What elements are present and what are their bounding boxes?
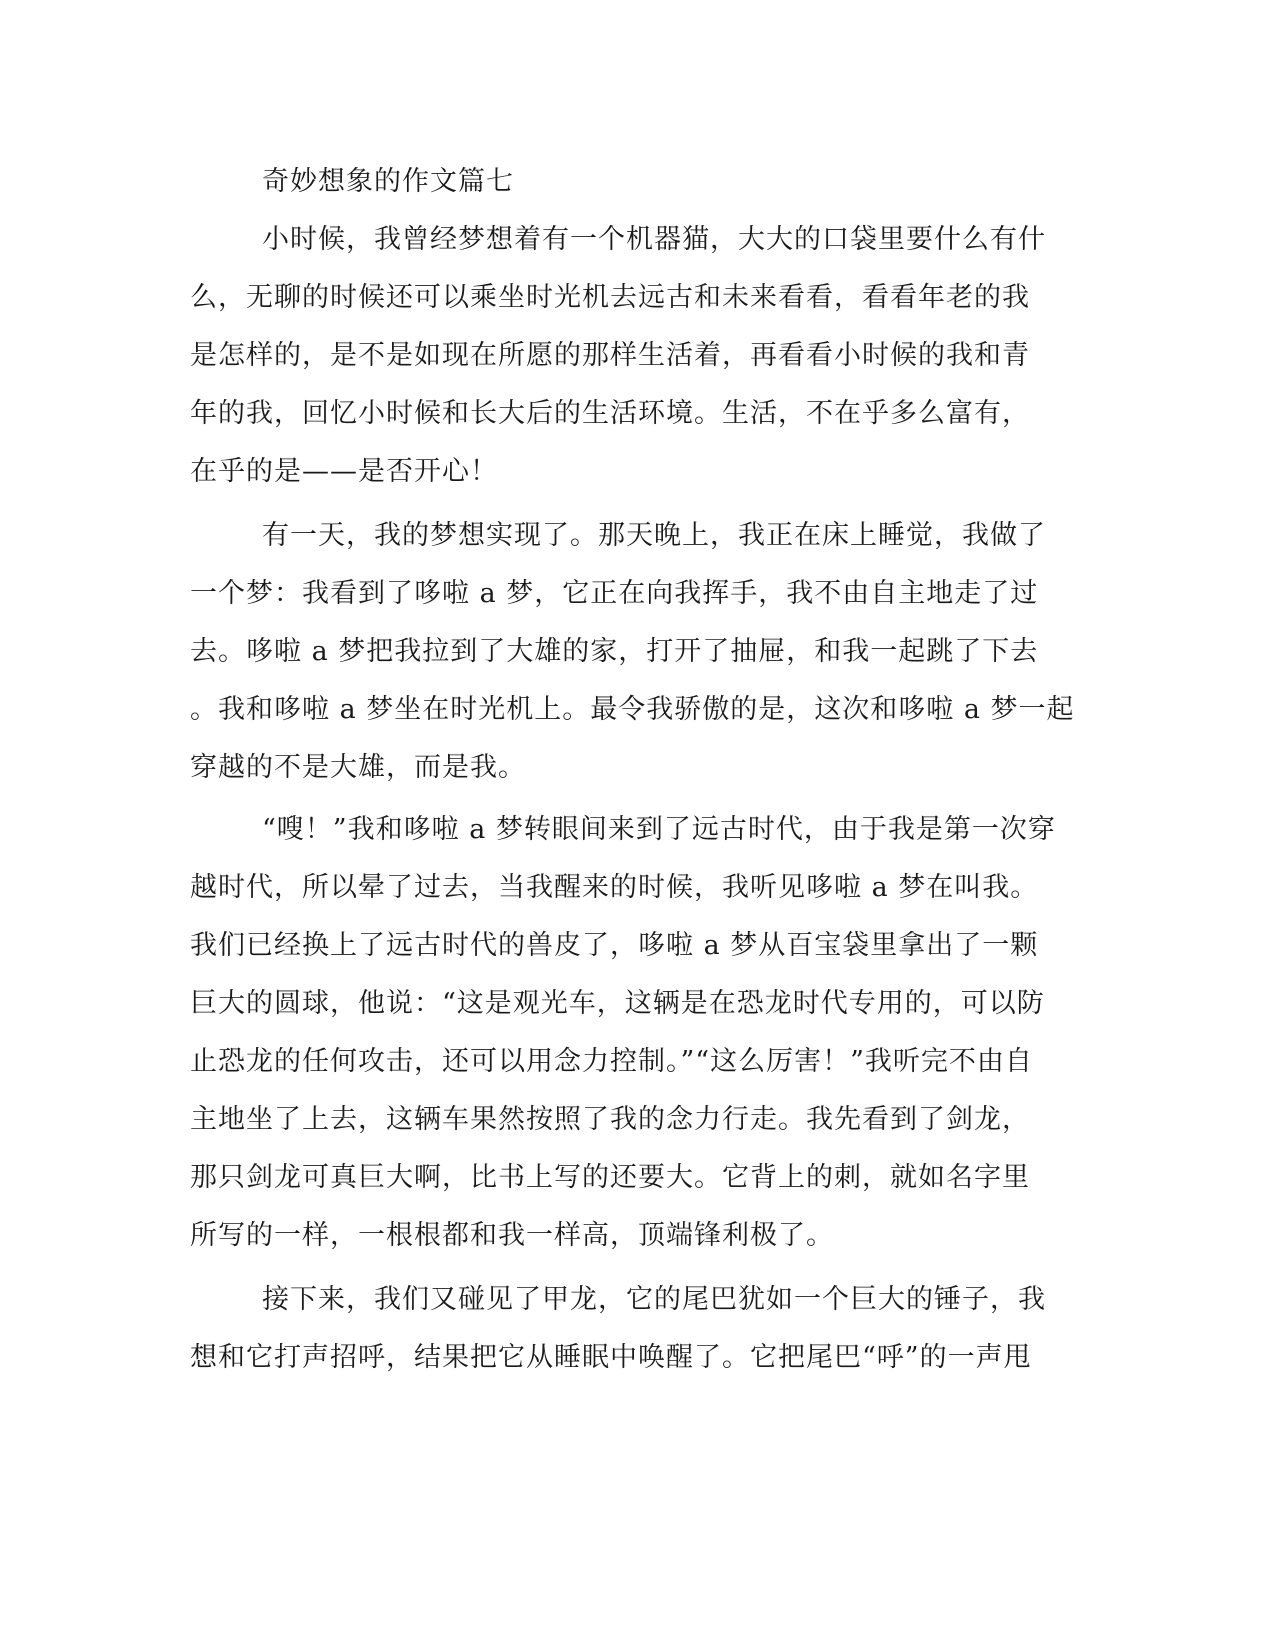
document-title: 奇妙想象的作文篇七 <box>262 166 514 197</box>
paragraph-2-line-3: 去。哆啦 a 梦把我拉到了大雄的家，打开了抽屉，和我一起跳了下去 <box>190 636 1039 667</box>
paragraph-1-line-5: 在乎的是——是否开心！ <box>190 456 498 487</box>
paragraph-1-line-2: 么，无聊的时候还可以乘坐时光机去远古和未来看看，看看年老的我 <box>190 282 1030 313</box>
paragraph-4-line-1: 接下来，我们又碰见了甲龙，它的尾巴犹如一个巨大的锤子，我 <box>262 1284 1046 1315</box>
paragraph-1-line-4: 年的我，回忆小时候和长大后的生活环境。生活，不在乎多么富有， <box>190 398 1030 429</box>
paragraph-3-line-4: 巨大的圆球，他说：“这是观光车，这辆是在恐龙时代专用的，可以防 <box>190 988 1045 1019</box>
paragraph-3-line-5: 止恐龙的任何攻击，还可以用念力控制。”“这么厉害！”我听完不由自 <box>190 1046 1033 1077</box>
paragraph-3-line-2: 越时代，所以晕了过去，当我醒来的时候，我听见哆啦 a 梦在叫我。 <box>190 872 1039 903</box>
paragraph-2-line-5: 穿越的不是大雄，而是我。 <box>190 752 526 783</box>
paragraph-2-line-2: 一个梦：我看到了哆啦 a 梦，它正在向我挥手，我不由自主地走了过 <box>190 578 1039 609</box>
paragraph-3-line-6: 主地坐了上去，这辆车果然按照了我的念力行走。我先看到了剑龙， <box>190 1104 1030 1135</box>
paragraph-1-line-3: 是怎样的，是不是如现在所愿的那样生活着，再看看小时候的我和青 <box>190 340 1030 371</box>
paragraph-3-line-8: 所写的一样，一根根都和我一样高，顶端锋利极了。 <box>190 1220 834 1251</box>
paragraph-3-line-3: 我们已经换上了远古时代的兽皮了，哆啦 a 梦从百宝袋里拿出了一颗 <box>190 930 1039 961</box>
paragraph-1-line-1: 小时候，我曾经梦想着有一个机器猫，大大的口袋里要什么有什 <box>262 224 1046 255</box>
paragraph-2-line-1: 有一天，我的梦想实现了。那天晚上，我正在床上睡觉，我做了 <box>262 520 1046 551</box>
paragraph-4-line-2: 想和它打声招呼，结果把它从睡眠中唤醒了。它把尾巴“呼”的一声甩 <box>190 1342 1032 1373</box>
paragraph-3-line-7: 那只剑龙可真巨大啊，比书上写的还要大。它背上的刺，就如名字里 <box>190 1162 1030 1193</box>
paragraph-3-line-1: “嗖！”我和哆啦 a 梦转眼间来到了远古时代，由于我是第一次穿 <box>262 814 1056 845</box>
paragraph-2-line-4: 。我和哆啦 a 梦坐在时光机上。最令我骄傲的是，这次和哆啦 a 梦一起 <box>190 694 1075 725</box>
